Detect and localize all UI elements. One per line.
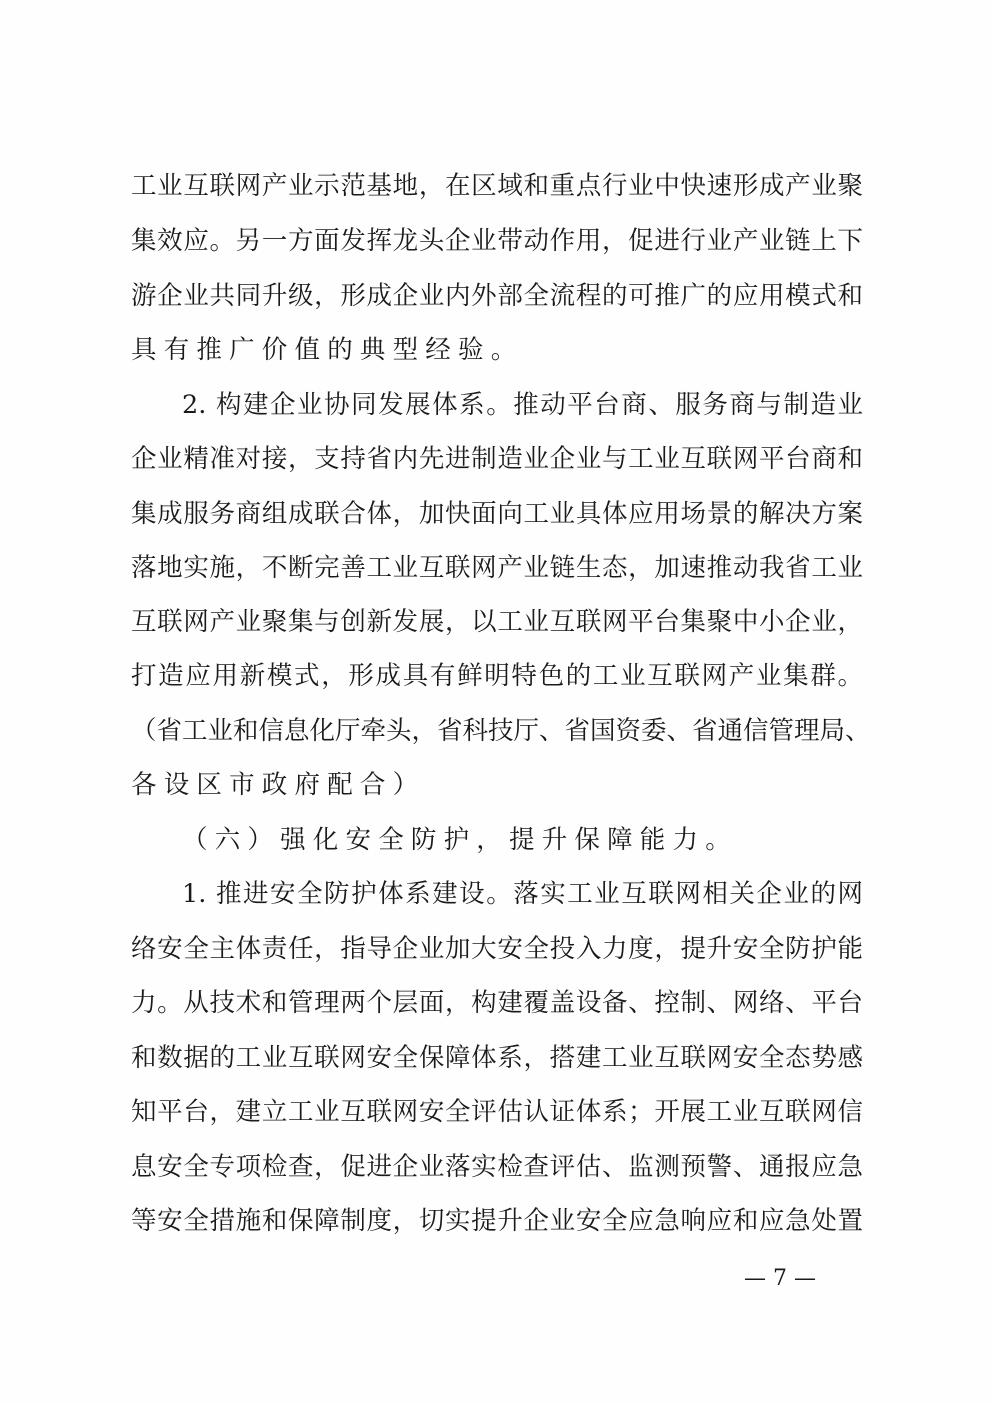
body-text-line: 集成服务商组成联合体，加快面向工业具体应用场景的解决方案 [131, 499, 863, 529]
body-text-line: 打造应用新模式，形成具有鲜明特色的工业互联网产业集群。 [131, 661, 863, 691]
body-text-line: 互联网产业聚集与创新发展，以工业互联网平台集聚中小企业， [131, 607, 863, 637]
page-number: — 7 — [744, 1266, 816, 1291]
body-text-line: 等安全措施和保障制度，切实提升企业安全应急响应和应急处置 [131, 1206, 863, 1236]
body-text-line: 集效应。另一方面发挥龙头企业带动作用，促进行业产业链上下 [131, 226, 863, 256]
numbered-heading: 1. 推进安全防护体系建设。落实工业互联网相关企业的网 [182, 879, 863, 909]
body-text-line: 息安全专项检查，促进企业落实检查评估、监测预警、通报应急 [131, 1152, 863, 1182]
responsibility-note: 各设区市政府配合） [131, 770, 426, 800]
body-text-line: 具有推广价值的典型经验。 [131, 335, 524, 365]
body-text-line: 游企业共同升级，形成企业内外部全流程的可推广的应用模式和 [131, 281, 863, 311]
section-heading: （六）强化安全防护，提升保障能力。 [182, 825, 738, 855]
body-text-line: 工业互联网产业示范基地，在区域和重点行业中快速形成产业聚 [131, 171, 863, 201]
body-text-line: 落地实施，不断完善工业互联网产业链生态，加速推动我省工业 [131, 553, 863, 583]
body-text-line: 和数据的工业互联网安全保障体系，搭建工业互联网安全态势感 [131, 1043, 863, 1073]
body-text-line: 企业精准对接，支持省内先进制造业企业与工业互联网平台商和 [131, 444, 863, 474]
body-text-line: 知平台，建立工业互联网安全评估认证体系；开展工业互联网信 [131, 1097, 863, 1127]
responsibility-note: （省工业和信息化厅牵头，省科技厅、省国资委、省通信管理局、 [131, 716, 871, 746]
body-text-line: 力。从技术和管理两个层面，构建覆盖设备、控制、网络、平台 [131, 988, 863, 1018]
body-text-line: 络安全主体责任，指导企业加大安全投入力度，提升安全防护能 [131, 934, 863, 964]
numbered-heading: 2. 构建企业协同发展体系。推动平台商、服务商与制造业 [182, 390, 863, 420]
